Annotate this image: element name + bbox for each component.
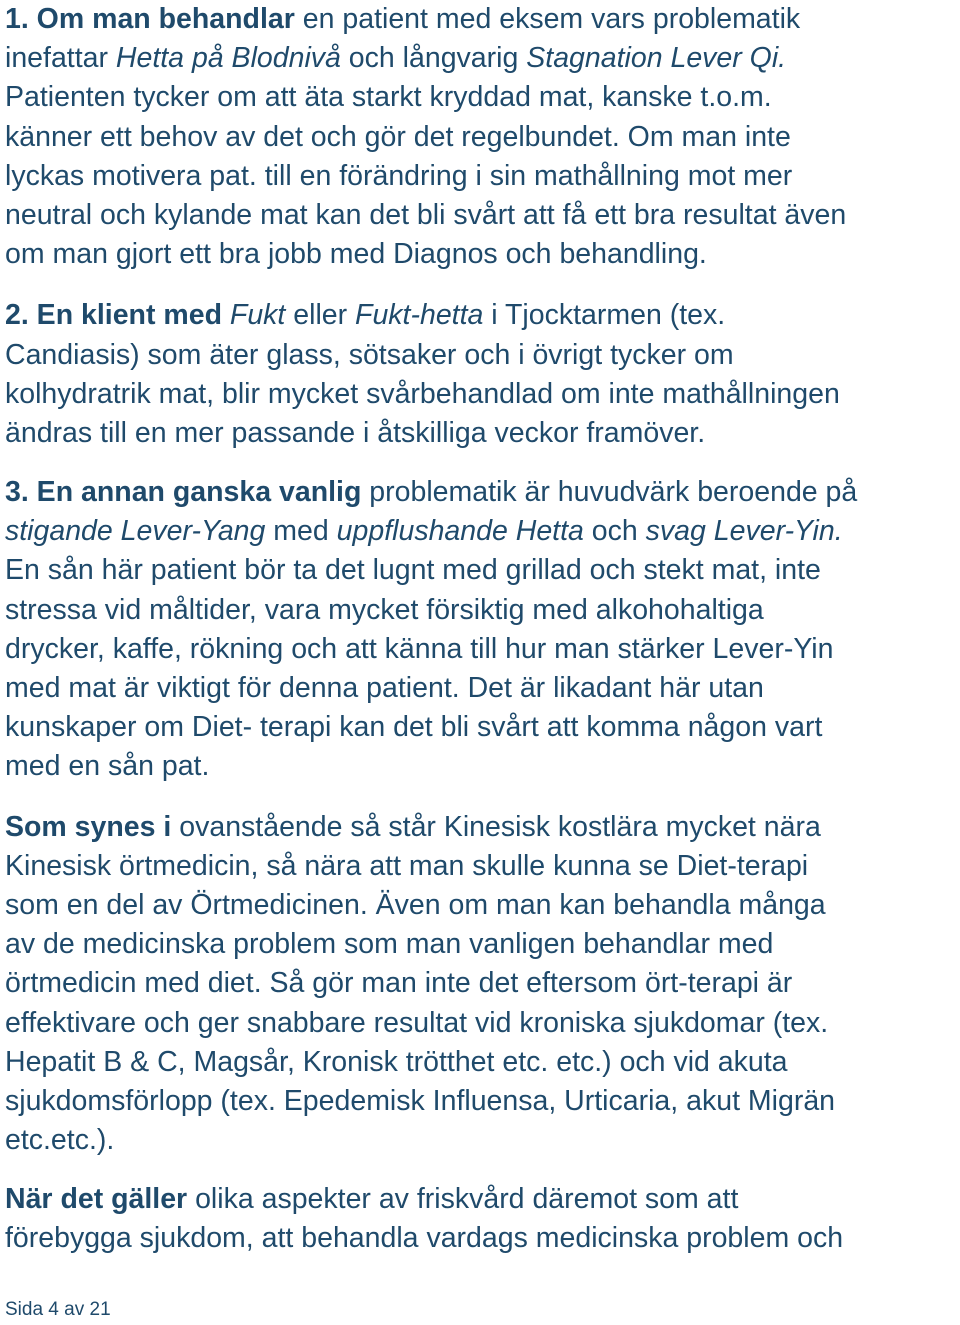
document-page [5, 0, 957, 1259]
text-span: ovanstående så står Kinesisk kostlära mycket nära [171, 810, 821, 843]
paragraph-spacer [5, 453, 957, 473]
paragraph-3-line-3: En sån här patient bör ta det lugnt med grillad och stekt mat, inte [5, 554, 821, 587]
paragraph-1-line-2 [5, 39, 957, 78]
summary-heading: Som synes i [5, 810, 172, 843]
paragraph-4 [5, 808, 957, 1161]
paragraph-3-line-2 [5, 512, 957, 551]
paragraph-2-line-1 [5, 296, 957, 335]
paragraph-1-line-3: Patienten tycker om att äta starkt kryddad mat, kanske t.o.m. [5, 81, 772, 114]
paragraph-1-line-6: neutral och kylande mat kan det bli svårt att få ett bra resultat även [5, 198, 847, 231]
text-span: och [583, 515, 646, 548]
text-span: problematik är huvudvärk beroende på [361, 476, 858, 509]
paragraph-4-line-6: effektivare och ger snabbare resultat vid kroniska sjukdomar (tex. [5, 1006, 829, 1039]
paragraph-4-line-7: Hepatit B & C, Magsår, Kronisk trötthet etc. etc.) och vid akuta [5, 1045, 788, 1078]
term-damp-heat: Fukt-hetta [355, 299, 484, 332]
term-rising-liver-yang: stigande Lever-Yang [5, 515, 266, 548]
paragraph-3-line-6: med mat är viktigt för denna patient. Det är likadant här utan [5, 672, 764, 704]
text-span: i Tjocktarmen (tex. [483, 299, 726, 332]
paragraph-spacer [5, 274, 957, 296]
case-1-text: en patient med eksem vars problematik [294, 3, 801, 35]
paragraph-4-line-1 [5, 808, 957, 847]
paragraph-3-line-7: kunskaper om Diet- terapi kan det bli svårt att komma någon vart [5, 711, 823, 744]
page-number: Sida 4 av 21 [5, 1299, 111, 1320]
paragraph-5-line-2: förebygga sjukdom, att behandla vardags medicinska problem och [5, 1222, 844, 1255]
term-flushing-heat: uppflushande Hetta [336, 515, 584, 548]
case-3-heading: 3. En annan ganska vanlig [5, 476, 362, 509]
paragraph-2-line-2: Candiasis) som äter glass, sötsaker och i övrigt tycker om [5, 338, 734, 371]
case-1-heading: 1. Om man behandlar [5, 3, 295, 35]
paragraph-spacer [5, 787, 957, 808]
paragraph-1 [5, 0, 957, 274]
paragraph-4-line-4: av de medicinska problem som man vanligen behandlar med [5, 928, 774, 961]
paragraph-2 [5, 296, 957, 453]
paragraph-1-line-1 [5, 0, 957, 39]
case-2-heading: 2. En klient med [5, 299, 230, 332]
paragraph-spacer [5, 1160, 957, 1180]
term-weak-liver-yin: svag Lever-Yin. [645, 515, 843, 548]
prevention-heading: När det gäller [5, 1183, 188, 1216]
paragraph-5-line-1 [5, 1180, 957, 1219]
paragraph-2-line-3: kolhydratrik mat, blir mycket svårbehandlad om inte mathållningen [5, 377, 840, 410]
paragraph-1-line-4: känner ett behov av det och gör det regelbundet. Om man inte [5, 120, 791, 153]
text-span: inefattar [5, 42, 116, 75]
paragraph-4-line-2: Kinesisk örtmedicin, så nära att man skulle kunna se Diet-terapi [5, 849, 809, 882]
paragraph-4-line-5: örtmedicin med diet. Så gör man inte det eftersom ört-terapi är [5, 967, 793, 1000]
paragraph-4-line-8: sjukdomsförlopp (tex. Epedemisk Influensa, Urticaria, akut Migrän [5, 1084, 836, 1117]
term-blood-heat: Hetta på Blodnivå [115, 42, 341, 75]
paragraph-1-line-5: lyckas motivera pat. till en förändring i sin mathållning mot mer [5, 159, 793, 192]
text-span: med [265, 515, 337, 548]
text-span: och långvarig [340, 42, 527, 75]
paragraph-2-line-4: ändras till en mer passande i åtskilliga veckor framöver. [5, 416, 706, 449]
paragraph-3-line-8: med en sån pat. [5, 750, 210, 783]
paragraph-1-line-7: om man gjort ett bra jobb med Diagnos och behandling. [5, 238, 707, 271]
paragraph-5 [5, 1180, 957, 1258]
paragraph-3 [5, 473, 957, 787]
paragraph-3-line-4: stressa vid måltider, vara mycket försiktig med alkohohaltiga [5, 593, 764, 626]
text-span: eller [285, 299, 356, 332]
text-span: olika aspekter av friskvård däremot som att [187, 1183, 739, 1216]
term-dampness: Fukt [229, 299, 286, 332]
paragraph-4-line-9: etc.etc.). [5, 1124, 115, 1157]
paragraph-3-line-1 [5, 473, 957, 512]
paragraph-4-line-3: som en del av Örtmedicinen. Även om man kan behandla många [5, 888, 826, 921]
paragraph-3-line-5: drycker, kaffe, rökning och att känna till hur man stärker Lever-Yin [5, 632, 834, 665]
term-liver-qi-stagnation: Stagnation Lever Qi. [526, 42, 787, 75]
